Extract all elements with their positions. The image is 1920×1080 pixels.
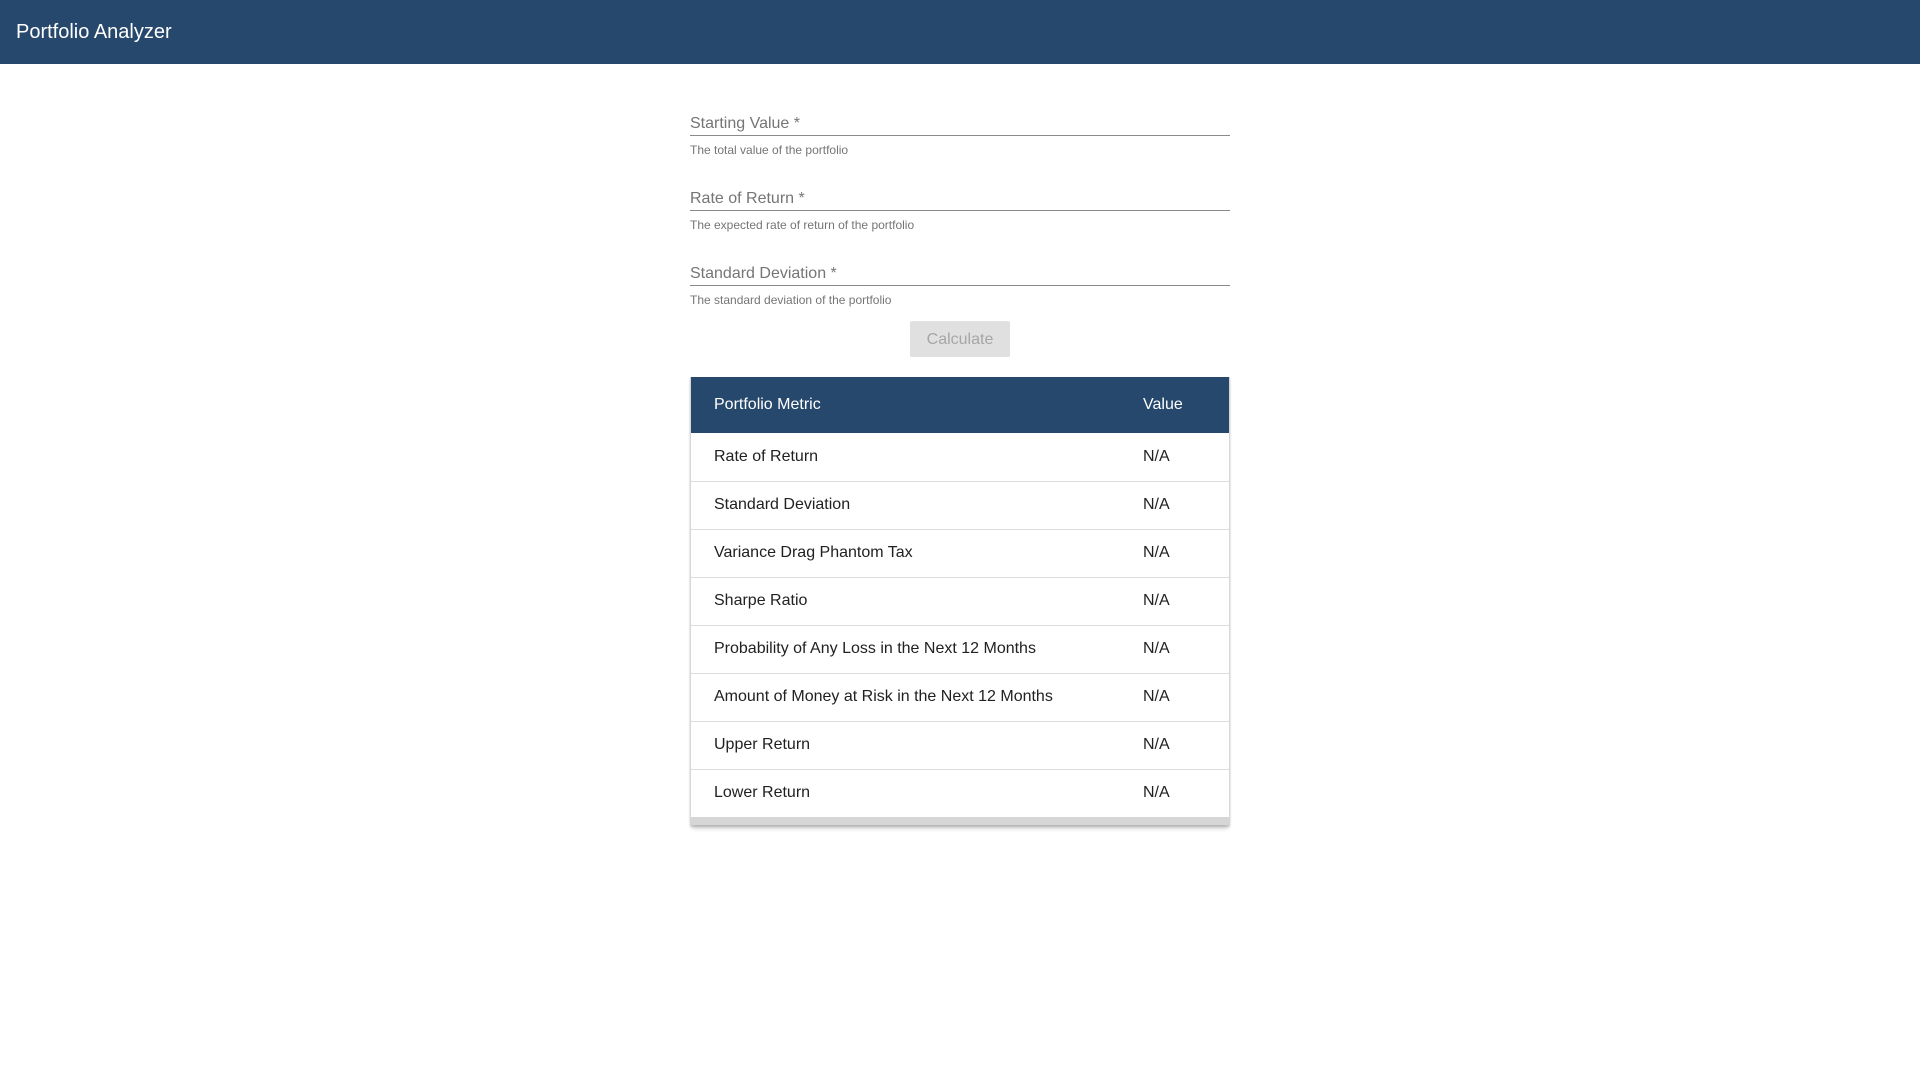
table-row <box>691 721 1229 769</box>
table-row <box>691 481 1229 529</box>
rate-of-return-input[interactable] <box>690 190 1230 208</box>
header-value: Value <box>1143 396 1183 413</box>
starting-value-input-wrap <box>690 105 1230 136</box>
table-row <box>691 577 1229 625</box>
value-cell: N/A <box>1143 544 1170 561</box>
table-row <box>691 625 1229 673</box>
button-row <box>690 321 1230 357</box>
metric-cell: Standard Deviation <box>714 496 851 513</box>
metric-cell: Lower Return <box>714 784 811 802</box>
value-cell: N/A <box>1143 447 1170 465</box>
value-cell: N/A <box>1143 784 1170 802</box>
value-cell: N/A <box>1143 592 1170 609</box>
rate-of-return-helper: The expected rate of return of the portfolio <box>690 218 915 232</box>
table-row <box>691 673 1229 721</box>
table-row <box>691 529 1229 577</box>
standard-deviation-input-wrap <box>690 255 1230 286</box>
rate-of-return-input-wrap <box>690 180 1230 211</box>
starting-value-input[interactable] <box>690 115 1230 133</box>
metric-cell: Probability of Any Loss in the Next 12 Months <box>714 640 1036 657</box>
metrics-table <box>691 377 1229 817</box>
value-cell: N/A <box>1143 688 1170 705</box>
metrics-table-card <box>690 377 1230 825</box>
table-footer <box>691 817 1229 825</box>
metric-cell: Variance Drag Phantom Tax <box>714 544 913 561</box>
calculate-button[interactable]: Calculate <box>910 321 1010 357</box>
app-bar <box>0 0 1920 64</box>
rate-of-return-field <box>690 180 1230 255</box>
value-cell: N/A <box>1143 496 1170 513</box>
value-cell: N/A <box>1143 736 1170 753</box>
value-cell: N/A <box>1143 640 1170 657</box>
metric-cell: Upper Return <box>714 736 811 753</box>
standard-deviation-helper: The standard deviation of the portfolio <box>690 293 892 307</box>
metric-cell: Amount of Money at Risk in the Next 12 Months <box>714 688 1053 705</box>
metric-cell: Sharpe Ratio <box>714 592 808 609</box>
standard-deviation-input[interactable] <box>690 265 1230 283</box>
metric-cell: Rate of Return <box>714 447 819 465</box>
table-row <box>691 769 1229 817</box>
header-portfolio-metric: Portfolio Metric <box>714 396 821 413</box>
table-row <box>691 433 1229 481</box>
starting-value-helper: The total value of the portfolio <box>690 143 849 157</box>
app-title: Portfolio Analyzer <box>16 20 172 43</box>
standard-deviation-field <box>690 255 1230 330</box>
table-header-row <box>691 377 1229 433</box>
starting-value-field <box>690 105 1230 180</box>
